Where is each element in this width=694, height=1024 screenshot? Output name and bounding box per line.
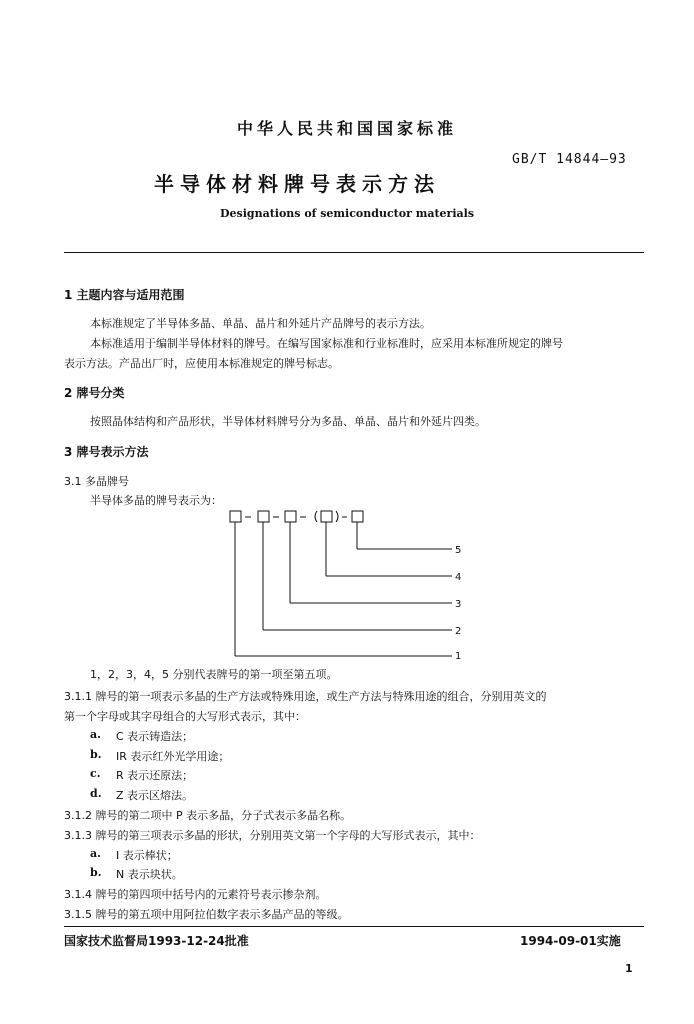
list-item-letter: d. (90, 787, 102, 800)
clause-3-1-1-line-2: 第一个字母或其字母组合的大写形式表示，其中： (64, 710, 306, 723)
standard-number: GB/T 14844—93 (512, 152, 627, 167)
section-1-heading: 1 主题内容与适用范围 (64, 288, 185, 302)
list-item-text: C 表示铸造法； (116, 730, 194, 743)
section-1-para-2-line-1: 本标准适用于编制半导体材料的牌号。在编写国家标准和行业标准时，应采用本标准所规定的牌号 (90, 337, 563, 350)
footer-divider (64, 926, 644, 927)
subsection-3-1-heading: 3.1 多晶牌号 (64, 475, 129, 488)
list-item-letter: a. (90, 847, 101, 860)
diagram-box-4 (321, 511, 332, 522)
designation-diagram (226, 507, 466, 659)
diagram-box-1 (230, 511, 241, 522)
subsection-3-1-intro: 半导体多晶的牌号表示为： (90, 494, 222, 507)
list-item-text: R 表示还原法； (116, 769, 194, 782)
diagram-label-5: 5 (455, 545, 462, 556)
clause-3-1-3: 3.1.3 牌号的第三项表示多晶的形状，分别用英文第一个字母的大写形式表示，其中： (64, 829, 481, 842)
diagram-label-1: 1 (455, 651, 462, 659)
diagram-note: 1，2，3，4，5 分别代表牌号的第一项至第五项。 (90, 668, 338, 681)
clause-3-1-1-line-1: 3.1.1 牌号的第一项表示多晶的生产方法或特殊用途，或生产方法与特殊用途的组合，分别用英文的 (64, 690, 547, 703)
diagram-label-3: 3 (455, 599, 462, 610)
section-1-para-2-line-2: 表示方法。产品出厂时，应使用本标准规定的牌号标志。 (64, 357, 339, 370)
approval-date: 国家技术监督局1993-12-24批准 (64, 934, 249, 948)
list-item-text: Z 表示区熔法。 (116, 789, 194, 802)
national-standard-heading: 中华人民共和国国家标准 (236, 119, 457, 138)
diagram-box-2 (258, 511, 269, 522)
diagram-label-4: 4 (455, 572, 462, 583)
list-item-text: IR 表示红外光学用途； (116, 750, 230, 763)
diagram-label-2: 2 (455, 626, 462, 637)
clause-3-1-5: 3.1.5 牌号的第五项中用阿拉伯数字表示多晶产品的等级。 (64, 908, 349, 921)
document-title-english: Designations of semiconductor materials (219, 207, 475, 220)
list-item-letter: a. (90, 728, 101, 741)
document-title-chinese: 半导体材料牌号表示方法 (154, 172, 440, 196)
section-3-heading: 3 牌号表示方法 (64, 445, 149, 459)
clause-3-1-2: 3.1.2 牌号的第二项中 P 表示多晶，分子式表示多晶名称。 (64, 809, 352, 822)
list-item-text: I 表示棒状； (116, 849, 178, 862)
page-number: 1 (625, 962, 633, 975)
list-item-letter: b. (90, 748, 102, 761)
list-item-text: N 表示块状。 (116, 868, 183, 881)
diagram-box-5 (352, 511, 363, 522)
section-1-para-1: 本标准规定了半导体多晶、单晶、晶片和外延片产品牌号的表示方法。 (90, 317, 431, 330)
list-item-letter: b. (90, 866, 102, 879)
section-2-para: 按照晶体结构和产品形状，半导体材料牌号分为多晶、单晶、晶片和外延片四类。 (90, 415, 486, 428)
list-item-letter: c. (90, 767, 101, 780)
header-divider (64, 252, 644, 253)
section-2-heading: 2 牌号分类 (64, 386, 125, 400)
diagram-box-3 (285, 511, 296, 522)
implementation-date: 1994-09-01实施 (520, 934, 621, 948)
clause-3-1-4: 3.1.4 牌号的第四项中括号内的元素符号表示掺杂剂。 (64, 888, 327, 901)
